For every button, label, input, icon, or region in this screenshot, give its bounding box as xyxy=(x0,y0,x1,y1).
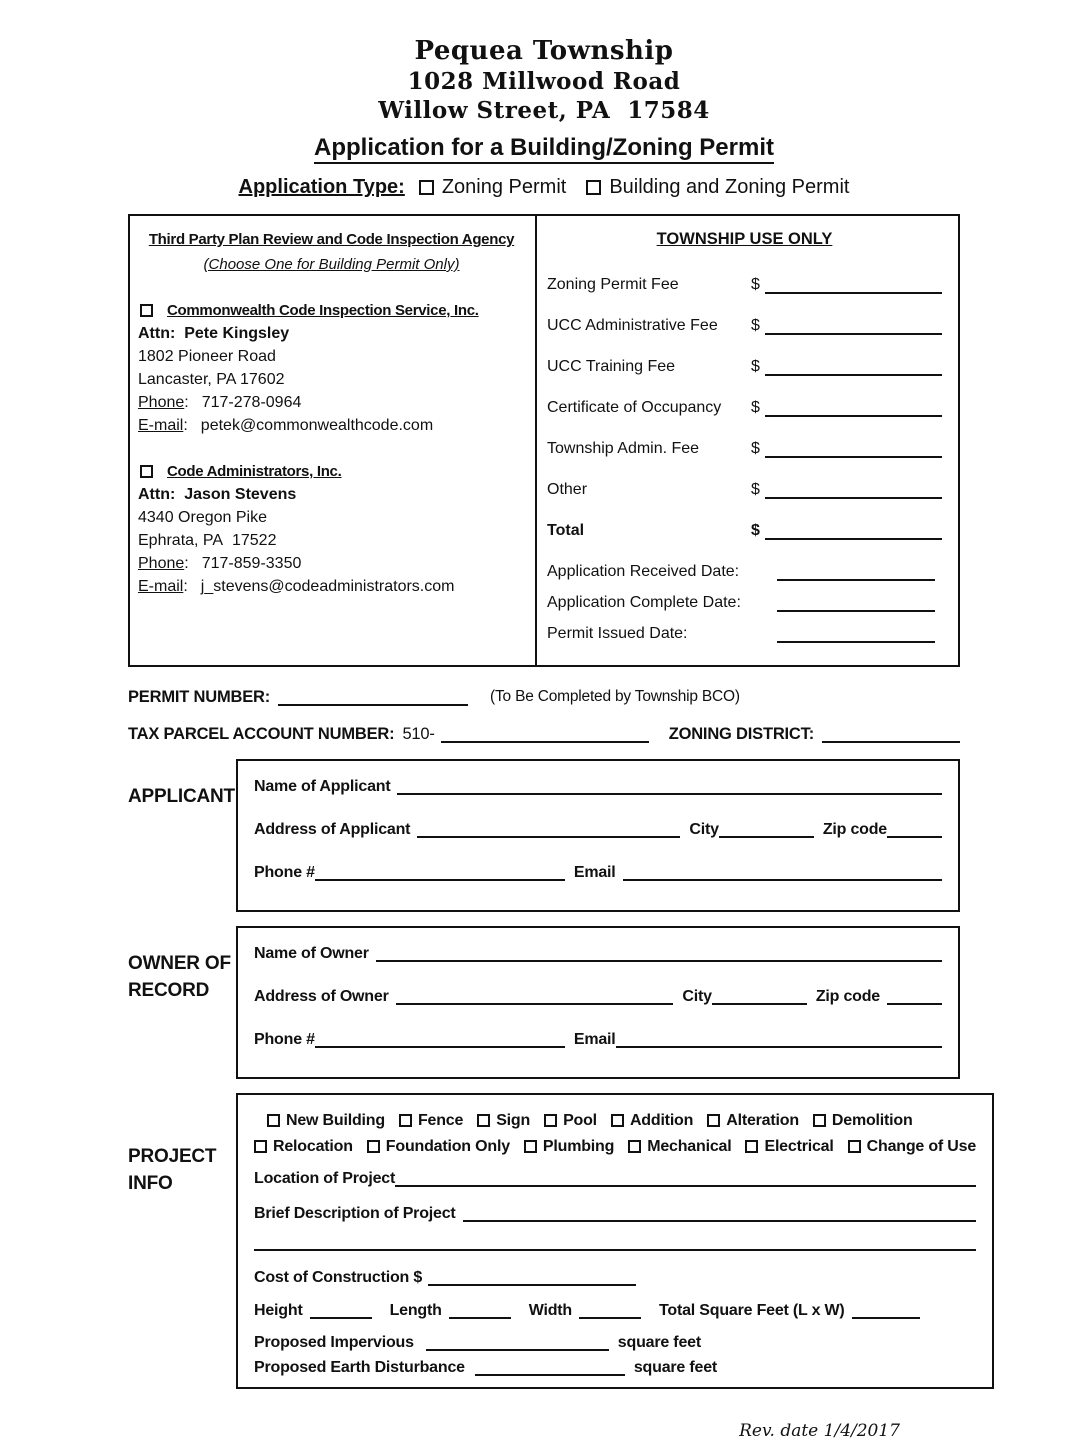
total-label: Total xyxy=(547,522,585,539)
fee-label: UCC Administrative Fee xyxy=(547,317,718,334)
owner-email-label: Email xyxy=(573,1031,616,1048)
email-label: E-mail xyxy=(138,578,184,595)
project-type-row-1 xyxy=(267,1110,976,1131)
dollar-sign: $ xyxy=(751,481,760,498)
new-building-checkbox[interactable] xyxy=(267,1114,280,1127)
earth-disturbance-label: Proposed Earth Disturbance xyxy=(254,1359,465,1376)
plumbing-checkbox[interactable] xyxy=(524,1140,537,1153)
dollar-sign: $ xyxy=(751,522,760,539)
impervious-label: Proposed Impervious xyxy=(254,1334,414,1351)
project-side-label-line2: INFO xyxy=(128,1173,173,1194)
revision-date: Rev. date 1/4/2017 xyxy=(739,1421,900,1441)
agency-commonwealth-phone-line xyxy=(138,391,525,414)
fee-row-ucc-admin xyxy=(547,314,942,337)
applicant-city-field[interactable] xyxy=(719,825,814,838)
demolition-checkbox[interactable] xyxy=(813,1114,826,1127)
zoning-permit-option-label: Zoning Permit xyxy=(441,176,567,198)
agency-code-administrators-attn: Attn: Jason Stevens xyxy=(138,486,297,503)
agency-code-administrators-phone-line xyxy=(138,552,525,575)
fence-label: Fence xyxy=(417,1112,464,1129)
zoning-permit-fee-blank[interactable] xyxy=(765,281,942,294)
dollar-sign: $ xyxy=(751,317,760,334)
phone-label: Phone xyxy=(138,394,185,411)
application-complete-date-label: Application Complete Date: xyxy=(547,594,741,611)
description-continuation-field[interactable] xyxy=(254,1238,976,1251)
permit-issued-date-row xyxy=(547,622,942,645)
cost-field[interactable] xyxy=(428,1273,636,1286)
fee-label: Zoning Permit Fee xyxy=(547,276,679,293)
applicant-email-label: Email xyxy=(573,864,616,881)
township-use-panel xyxy=(537,216,958,665)
colon: : xyxy=(184,394,189,411)
project-side-label-line1: PROJECT xyxy=(128,1146,217,1167)
applicant-email-field[interactable] xyxy=(623,868,942,881)
application-received-date-label: Application Received Date: xyxy=(547,563,740,580)
owner-section-label xyxy=(128,926,236,1079)
agency-commonwealth-address1: 1802 Pioneer Road xyxy=(138,348,276,365)
width-field[interactable] xyxy=(579,1306,641,1319)
dimensions-row xyxy=(254,1300,976,1321)
tax-parcel-label: TAX PARCEL ACCOUNT NUMBER: xyxy=(128,725,395,743)
agency-commonwealth-checkbox[interactable] xyxy=(140,304,153,317)
township-address-line1: 1028 Millwood Road xyxy=(407,68,681,95)
other-fee-blank[interactable] xyxy=(765,486,942,499)
change-of-use-checkbox[interactable] xyxy=(848,1140,861,1153)
building-and-zoning-option-label: Building and Zoning Permit xyxy=(609,176,850,198)
width-label: Width xyxy=(528,1302,572,1319)
addition-label: Addition xyxy=(629,1112,694,1129)
application-received-date-row xyxy=(547,560,942,583)
owner-address-row xyxy=(254,986,942,1007)
agency-code-administrators xyxy=(138,460,525,598)
project-section-label xyxy=(128,1093,236,1389)
agency-commonwealth xyxy=(138,299,525,437)
applicant-name-row xyxy=(254,776,942,797)
fence-checkbox[interactable] xyxy=(399,1114,412,1127)
permit-number-blank[interactable] xyxy=(278,693,468,706)
dollar-sign: $ xyxy=(751,276,760,293)
relocation-checkbox[interactable] xyxy=(254,1140,267,1153)
application-type-row xyxy=(128,176,960,199)
applicant-side-label: APPLICANT xyxy=(128,786,235,807)
owner-side-label-line2: RECORD xyxy=(128,980,210,1001)
owner-zip-label: Zip code xyxy=(815,988,880,1005)
fee-row-other xyxy=(547,478,942,501)
ucc-admin-fee-blank[interactable] xyxy=(765,322,942,335)
email-label: E-mail xyxy=(138,417,184,434)
sign-label: Sign xyxy=(496,1112,531,1129)
cost-label: Cost of Construction $ xyxy=(254,1269,423,1286)
owner-name-label: Name of Owner xyxy=(254,945,369,962)
applicant-name-field[interactable] xyxy=(397,782,942,795)
mechanical-checkbox[interactable] xyxy=(628,1140,641,1153)
colon: : xyxy=(183,417,188,434)
permit-issued-date-blank[interactable] xyxy=(777,630,935,643)
application-received-date-blank[interactable] xyxy=(777,568,935,581)
applicant-address-row xyxy=(254,819,942,840)
township-admin-fee-blank[interactable] xyxy=(765,445,942,458)
foundation-only-label: Foundation Only xyxy=(385,1138,510,1155)
earth-disturbance-units-label: square feet xyxy=(633,1359,718,1376)
length-label: Length xyxy=(389,1302,442,1319)
applicant-address-label: Address of Applicant xyxy=(254,821,411,838)
location-row xyxy=(254,1168,976,1189)
location-field[interactable] xyxy=(395,1174,976,1187)
impervious-row xyxy=(254,1332,976,1353)
location-label: Location of Project xyxy=(254,1170,396,1187)
owner-zip-field[interactable] xyxy=(887,992,942,1005)
owner-city-label: City xyxy=(682,988,712,1005)
fee-label: UCC Training Fee xyxy=(547,358,676,375)
owner-name-field[interactable] xyxy=(376,949,942,962)
applicant-box xyxy=(236,759,960,912)
total-fee-blank[interactable] xyxy=(765,527,942,540)
impervious-units-label: square feet xyxy=(617,1334,701,1351)
phone-label: Phone xyxy=(138,555,185,572)
top-info-box xyxy=(128,214,960,667)
description-row xyxy=(254,1203,976,1224)
electrical-label: Electrical xyxy=(764,1138,834,1155)
owner-email-field[interactable] xyxy=(616,1035,942,1048)
cost-row xyxy=(254,1267,976,1288)
fee-row-zoning-permit xyxy=(547,273,942,296)
new-building-label: New Building xyxy=(286,1112,385,1129)
fee-label: Township Admin. Fee xyxy=(547,440,700,457)
fee-row-certificate-occupancy xyxy=(547,396,942,419)
agency-commonwealth-email-line xyxy=(138,414,525,437)
addition-checkbox[interactable] xyxy=(611,1114,624,1127)
owner-box xyxy=(236,926,960,1079)
total-square-feet-field[interactable] xyxy=(852,1306,920,1319)
applicant-zip-label: Zip code xyxy=(822,821,887,838)
earth-disturbance-field[interactable] xyxy=(475,1363,625,1376)
agency-commonwealth-address2: Lancaster, PA 17602 xyxy=(138,371,285,388)
alteration-label: Alteration xyxy=(726,1112,799,1129)
agency-panel-title: Third Party Plan Review and Code Inspection Agency xyxy=(148,231,515,248)
agency-code-administrators-phone: 717-859-3350 xyxy=(201,555,302,572)
permit-number-note: (To Be Completed by Township BCO) xyxy=(490,688,740,705)
description-continuation-row xyxy=(254,1238,976,1253)
applicant-address-field[interactable] xyxy=(417,825,680,838)
fee-label: Other xyxy=(547,481,588,498)
permit-number-row xyxy=(128,686,960,708)
fee-row-total xyxy=(547,519,942,542)
application-complete-date-blank[interactable] xyxy=(777,599,935,612)
township-address-line2: Willow Street, PA 17584 xyxy=(378,97,710,124)
agency-code-administrators-name: Code Administrators, Inc. xyxy=(167,463,342,480)
fee-row-township-admin xyxy=(547,437,942,460)
owner-contact-row xyxy=(254,1029,942,1050)
applicant-name-label: Name of Applicant xyxy=(254,778,391,795)
certificate-occupancy-fee-blank[interactable] xyxy=(765,404,942,417)
colon: : xyxy=(184,555,189,572)
tax-parcel-blank[interactable] xyxy=(441,730,649,743)
change-of-use-label: Change of Use xyxy=(866,1138,977,1155)
agency-code-administrators-address2: Ephrata, PA 17522 xyxy=(138,532,277,549)
agency-commonwealth-name: Commonwealth Code Inspection Service, Inc. xyxy=(167,302,479,319)
dollar-sign: $ xyxy=(751,440,760,457)
electrical-checkbox[interactable] xyxy=(745,1140,758,1153)
agency-commonwealth-email: petek@commonwealthcode.com xyxy=(200,417,434,434)
form-header xyxy=(128,36,960,199)
permit-issued-date-label: Permit Issued Date: xyxy=(547,625,688,642)
plumbing-label: Plumbing xyxy=(542,1138,615,1155)
ucc-training-fee-blank[interactable] xyxy=(765,363,942,376)
township-name: Pequea Township xyxy=(414,36,674,66)
owner-address-label: Address of Owner xyxy=(254,988,389,1005)
agency-code-administrators-address1: 4340 Oregon Pike xyxy=(138,509,267,526)
dollar-sign: $ xyxy=(751,358,760,375)
owner-side-label-line1: OWNER OF xyxy=(128,953,231,974)
dollar-sign: $ xyxy=(751,399,760,416)
pool-label: Pool xyxy=(563,1112,597,1129)
owner-phone-label: Phone # xyxy=(254,1031,315,1048)
permit-number-label: PERMIT NUMBER: xyxy=(128,688,271,706)
applicant-section xyxy=(128,759,960,912)
applicant-phone-field[interactable] xyxy=(315,868,565,881)
agency-commonwealth-phone: 717-278-0964 xyxy=(201,394,302,411)
impervious-field[interactable] xyxy=(426,1338,609,1351)
agency-code-administrators-email-line xyxy=(138,575,525,598)
project-box xyxy=(236,1093,994,1389)
owner-city-field[interactable] xyxy=(712,992,807,1005)
applicant-city-label: City xyxy=(689,821,719,838)
length-field[interactable] xyxy=(449,1306,511,1319)
agency-panel xyxy=(130,216,537,665)
zoning-permit-checkbox[interactable] xyxy=(419,180,434,195)
owner-address-field[interactable] xyxy=(396,992,674,1005)
zoning-district-blank[interactable] xyxy=(822,730,960,743)
application-type-label: Application Type: xyxy=(238,176,405,198)
application-complete-date-row xyxy=(547,591,942,614)
project-section xyxy=(128,1093,977,1389)
agency-code-administrators-checkbox[interactable] xyxy=(140,465,153,478)
fee-label: Certificate of Occupancy xyxy=(547,399,722,416)
form-title: Application for a Building/Zoning Permit xyxy=(314,134,774,164)
earth-disturbance-row xyxy=(254,1357,976,1378)
zoning-district-label: ZONING DISTRICT: xyxy=(668,725,814,743)
sign-checkbox[interactable] xyxy=(477,1114,490,1127)
township-use-title: TOWNSHIP USE ONLY xyxy=(656,230,833,248)
description-label: Brief Description of Project xyxy=(254,1205,456,1222)
form-title-row xyxy=(128,134,960,162)
building-and-zoning-permit-checkbox[interactable] xyxy=(586,180,601,195)
owner-section xyxy=(128,926,960,1079)
foundation-only-checkbox[interactable] xyxy=(367,1140,380,1153)
pool-checkbox[interactable] xyxy=(544,1114,557,1127)
owner-name-row xyxy=(254,943,942,964)
height-field[interactable] xyxy=(310,1306,372,1319)
agency-code-administrators-email: j_stevens@codeadministrators.com xyxy=(200,578,455,595)
owner-phone-field[interactable] xyxy=(315,1035,565,1048)
agency-panel-subtitle: (Choose One for Building Permit Only) xyxy=(203,256,460,273)
description-field[interactable] xyxy=(463,1209,977,1222)
applicant-phone-label: Phone # xyxy=(254,864,315,881)
agency-commonwealth-attn: Attn: Pete Kingsley xyxy=(138,325,290,342)
total-square-feet-label: Total Square Feet (L x W) xyxy=(659,1302,845,1319)
mechanical-label: Mechanical xyxy=(647,1138,732,1155)
alteration-checkbox[interactable] xyxy=(707,1114,720,1127)
applicant-contact-row xyxy=(254,862,942,883)
colon: : xyxy=(183,578,188,595)
relocation-label: Relocation xyxy=(273,1138,353,1155)
applicant-section-label xyxy=(128,759,236,912)
demolition-label: Demolition xyxy=(831,1112,913,1129)
applicant-zip-field[interactable] xyxy=(887,825,942,838)
tax-parcel-prefix: 510- xyxy=(402,725,435,743)
project-type-row-2 xyxy=(254,1136,976,1157)
tax-parcel-row xyxy=(128,723,960,745)
height-label: Height xyxy=(254,1302,303,1319)
fee-row-ucc-training xyxy=(547,355,942,378)
